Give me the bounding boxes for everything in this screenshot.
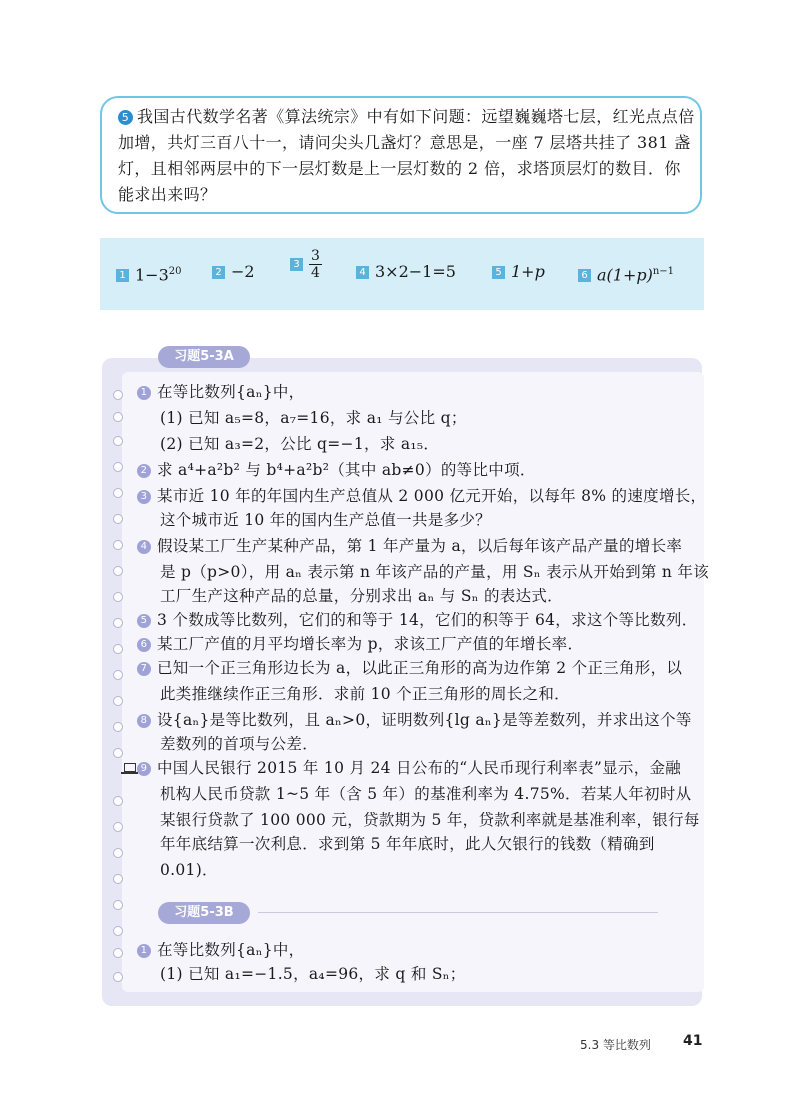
exercise-b-line: (1) 已知 a₁=−1.5，a₄=96，求 q 和 Sₙ；: [160, 965, 466, 983]
exercise-a-line: 机构人民币贷款 1~5 年（含 5 年）的基准利率为 4.75%．若某人年初时从: [160, 785, 692, 803]
exercise-a-line: 差数列的首项与公差．: [160, 735, 319, 753]
section-divider: [258, 912, 658, 913]
answer-5: 5 1+p: [492, 260, 545, 284]
exercise-b-item-1: 1 在等比数列{aₙ}中，: [137, 938, 304, 962]
question-line-2: 加增，共灯三百八十一，请问尖头几盏灯？意思是，一座 7 层塔共挂了 381 盏: [118, 133, 691, 152]
binder-ring: [113, 748, 123, 758]
exercise-a-item-3: 3 某市近 10 年的年国内生产总值从 2 000 亿元开始，以每年 8% 的速度增长，: [137, 484, 706, 508]
section-footer: 5.3 等比数列: [580, 1038, 651, 1052]
exercise-tab-b: 习题5-3B: [158, 902, 250, 924]
exercise-tab-a: 习题5-3A: [158, 346, 250, 368]
question-line-4: 能求出来吗？: [118, 185, 217, 204]
answer-1: 1 $1-3^{20}$: [116, 260, 182, 287]
exercise-a-line: 工厂生产这种产品的总量，分别求出 aₙ 与 Sₙ 的表达式．: [160, 587, 563, 605]
question-box: [100, 96, 702, 214]
answer-6: 6 $a(1+p)^{n-1}$: [578, 260, 674, 287]
exercise-a-line: 这个城市近 10 年的国内生产总值一共是多少？: [160, 511, 491, 529]
exercise-a-item-5: 5 3 个数成等比数列，它们的和等于 14，它们的积等于 64，求这个等比数列．: [137, 608, 698, 632]
binder-ring: [113, 696, 123, 706]
page-number: 41: [683, 1033, 703, 1049]
question-line-1: 5 我国古代数学名著《算法统宗》中有如下问题：远望巍巍塔七层，红光点点倍: [118, 104, 695, 130]
exercise-a-item-9: 9 中国人民银行 2015 年 10 月 24 日公布的“人民币现行利率表”显示，金融: [137, 756, 681, 780]
binder-ring: [113, 848, 123, 858]
binder-ring: [113, 822, 123, 832]
exercise-a-line: (2) 已知 a₃=2，公比 q=−1，求 a₁₅．: [160, 435, 440, 453]
binder-ring: [113, 874, 123, 884]
binder-ring: [113, 900, 123, 910]
exercise-a-line: 某银行贷款了 100 000 元，贷款期为 5 年，贷款利率就是基准利率，银行每: [160, 811, 700, 829]
laptop-icon: [124, 763, 136, 772]
exercise-a-item-1: 1 在等比数列{aₙ}中，: [137, 380, 304, 404]
binder-ring: [113, 514, 123, 524]
question-line-3: 灯，且相邻两层中的下一层灯数是上一层灯数的 2 倍，求塔顶层灯的数目．你: [118, 159, 681, 178]
binder-ring: [113, 390, 123, 400]
answer-2: 2 −2: [212, 260, 255, 284]
exercise-a-item-2: 2 求 a⁴+a²b² 与 b⁴+a²b²（其中 ab≠0）的等比中项．: [137, 458, 536, 482]
exercise-a-item-7: 7 已知一个正三角形边长为 a，以此正三角形的高为边作第 2 个正三角形，以: [137, 656, 682, 680]
answers-band: [100, 238, 704, 310]
binder-ring: [113, 618, 123, 628]
answer-3: 3 $\frac{3}{4}$: [290, 248, 322, 281]
binder-ring: [113, 926, 123, 936]
binder-ring: [113, 540, 123, 550]
binder-ring: [113, 488, 123, 498]
binder-ring: [113, 566, 123, 576]
binder-ring: [113, 796, 123, 806]
exercise-a-line: 是 p（p>0），用 aₙ 表示第 n 年该产品的产量，用 Sₙ 表示从开始到第 n 年该: [160, 563, 710, 581]
question-number-badge: 5: [118, 110, 133, 125]
exercise-a-line: 年年底结算一次利息．求到第 5 年年底时，此人欠银行的钱数（精确到: [160, 835, 655, 853]
exercise-a-line: 此类推继续作正三角形．求前 10 个正三角形的周长之和．: [160, 685, 570, 703]
exercise-a-item-8: 8 设{aₙ}是等比数列，且 aₙ>0，证明数列{lg aₙ}是等差数列，并求出这个等: [137, 708, 692, 732]
binder-ring: [113, 670, 123, 680]
binder-ring: [113, 412, 123, 422]
exercise-a-item-6: 6 某工厂产值的月平均增长率为 p，求该工厂产值的年增长率．: [137, 632, 583, 656]
binder-ring: [113, 948, 123, 958]
binder-ring: [113, 722, 123, 732]
exercise-a-line: (1) 已知 a₅=8，a₇=16，求 a₁ 与公比 q；: [160, 409, 467, 427]
binder-ring: [113, 462, 123, 472]
answer-4: 4 3×2−1=5: [356, 260, 456, 284]
exercise-a-line: 0.01)．: [160, 861, 218, 879]
binder-ring: [113, 972, 123, 982]
binder-ring: [113, 644, 123, 654]
binder-ring: [113, 592, 123, 602]
exercise-a-item-4: 4 假设某工厂生产某种产品，第 1 年产量为 a，以后每年该产品产量的增长率: [137, 534, 682, 558]
binder-ring: [113, 436, 123, 446]
